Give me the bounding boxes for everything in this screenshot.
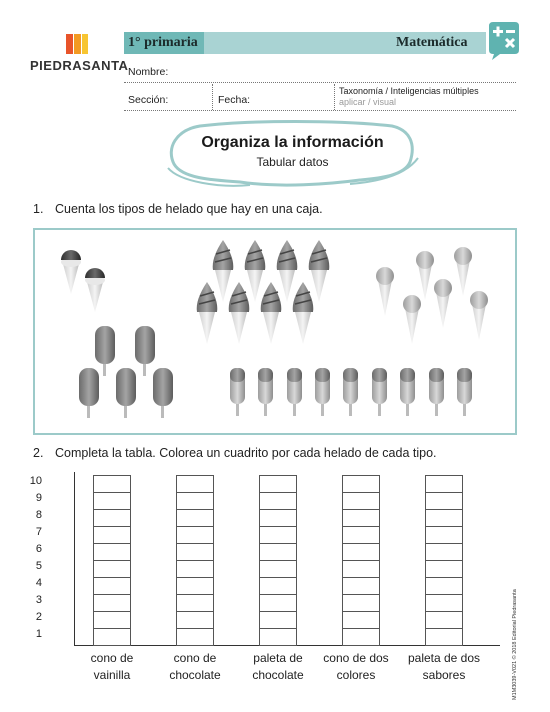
ice-cream-icon xyxy=(277,240,298,302)
ice-pop-icon xyxy=(135,326,155,376)
y-label: 9 xyxy=(35,492,42,504)
y-label: 2 xyxy=(35,611,42,623)
question-1-text: Cuenta los tipos de helado que hay en una caja. xyxy=(55,202,323,216)
tally-column-1[interactable] xyxy=(93,475,131,646)
y-label: 4 xyxy=(35,577,42,589)
section-label: Sección: xyxy=(128,94,169,106)
brand-name: PIEDRASANTA xyxy=(30,58,129,73)
category-label: paleta de dos sabores xyxy=(407,651,481,682)
ice-pop-icon xyxy=(116,368,136,418)
tally-column-4[interactable] xyxy=(342,475,380,646)
ice-cream-icon xyxy=(85,268,105,312)
ice-pop-icon xyxy=(79,368,99,418)
ice-cream-icon xyxy=(403,295,421,344)
field-divider xyxy=(334,84,336,110)
y-label: 10 xyxy=(29,475,42,487)
y-label: 6 xyxy=(35,543,42,555)
piedrasanta-logo-icon xyxy=(64,32,90,56)
ice-pop-icon xyxy=(287,368,302,416)
y-label: 7 xyxy=(35,526,42,538)
ice-cream-icon xyxy=(309,240,330,302)
taxonomy-title: Taxonomía / Inteligencias múltiples xyxy=(339,86,479,96)
ice-pop-icon xyxy=(429,368,444,416)
name-label: Nombre: xyxy=(128,66,169,78)
ice-cream-icon xyxy=(245,240,266,302)
ice-pop-icon xyxy=(343,368,358,416)
ice-cream-icon xyxy=(434,279,452,328)
y-label: 3 xyxy=(35,594,42,606)
ice-cream-icon xyxy=(416,251,434,300)
subject-label: Matemática xyxy=(396,35,468,50)
category-label: paleta de chocolate xyxy=(252,651,304,682)
ice-cream-icon xyxy=(470,291,488,340)
ice-cream-icon xyxy=(197,282,218,344)
ice-pop-icon xyxy=(372,368,387,416)
category-label: cono de chocolate xyxy=(169,651,221,682)
question-2-number: 2. xyxy=(33,446,44,460)
question-1-number: 1. xyxy=(33,202,44,216)
ice-pop-icon xyxy=(400,368,415,416)
ice-pop-icon xyxy=(153,368,173,418)
field-divider xyxy=(212,84,214,110)
ice-pop-icon xyxy=(230,368,245,416)
tally-column-5[interactable] xyxy=(425,475,463,646)
ice-cream-icon xyxy=(229,282,250,344)
y-label: 8 xyxy=(35,509,42,521)
y-axis xyxy=(74,472,75,646)
copyright-notice: M1M3039-V021 © 2018 Editorial Piedrasanta xyxy=(512,589,518,700)
ice-pop-icon xyxy=(315,368,330,416)
ice-cream-icon xyxy=(61,250,81,294)
category-label: cono de dos colores xyxy=(323,651,389,682)
ice-pop-icon xyxy=(95,326,115,376)
ice-cream-icon xyxy=(293,282,314,344)
title-banner xyxy=(160,118,425,190)
ice-cream-icon xyxy=(376,267,394,316)
category-label: cono de vainilla xyxy=(90,651,134,682)
tally-column-3[interactable] xyxy=(259,475,297,646)
y-label: 5 xyxy=(35,560,42,572)
page-subtitle: Tabular datos xyxy=(256,155,329,169)
ice-pop-icon xyxy=(258,368,273,416)
grade-label: 1° primaria xyxy=(128,35,198,50)
section-line xyxy=(124,110,516,111)
ice-cream-icon xyxy=(454,247,472,296)
ice-cream-illustration xyxy=(35,230,515,433)
math-operations-icon xyxy=(486,20,522,60)
ice-pop-icon xyxy=(457,368,472,416)
y-label: 1 xyxy=(35,628,42,640)
date-label: Fecha: xyxy=(218,94,251,106)
tally-column-2[interactable] xyxy=(176,475,214,646)
taxonomy-values: aplicar / visual xyxy=(339,97,397,107)
question-2-text: Completa la tabla. Colorea un cuadrito por cada helado de cada tipo. xyxy=(55,446,437,460)
ice-cream-icon xyxy=(261,282,282,344)
name-line xyxy=(124,82,516,83)
page-title: Organiza la información xyxy=(201,134,384,151)
ice-cream-icon xyxy=(213,240,234,302)
